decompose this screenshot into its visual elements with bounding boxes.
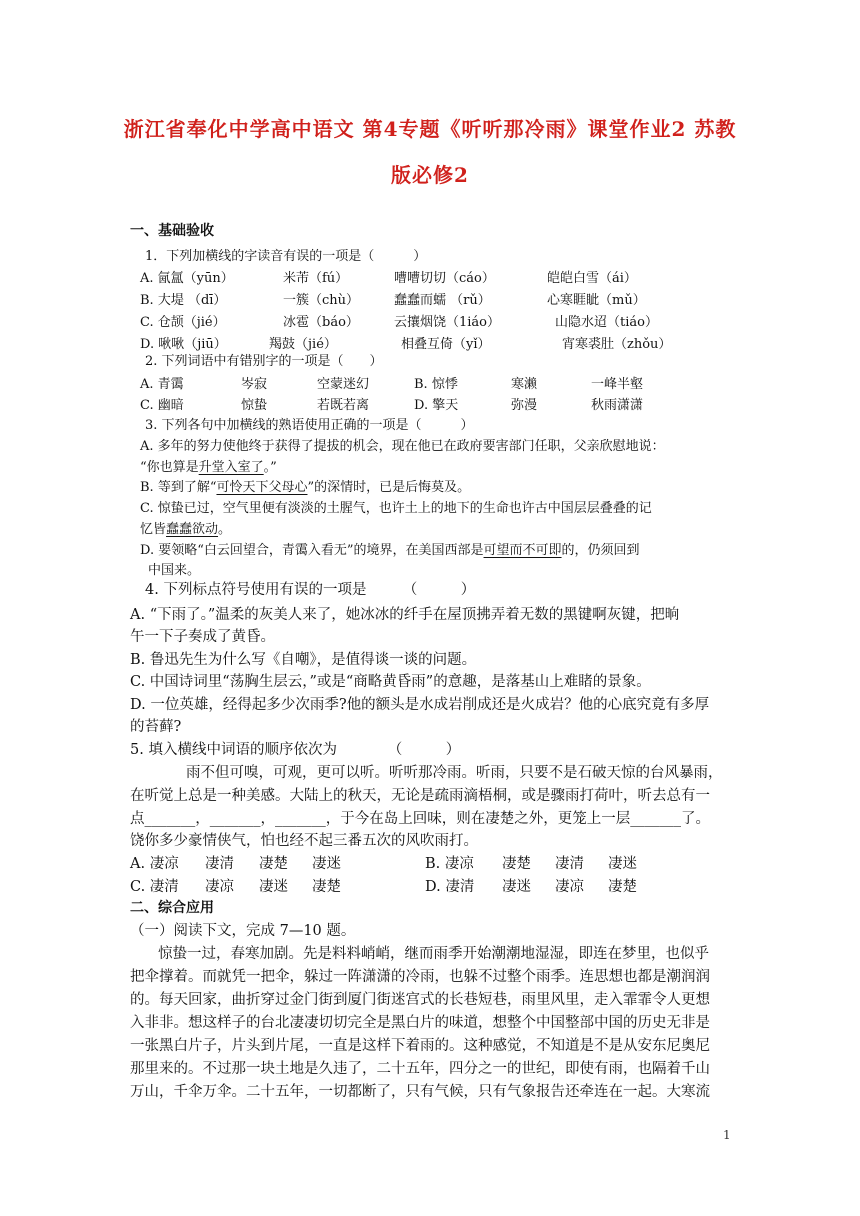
question-3-stem: 3. 下列各句中加横线的熟语使用正确的一项是（ ）	[145, 418, 474, 433]
passage-line-1: 惊蛰一过，春寒加剧。先是料料峭峭，继而雨季开始潮潮地湿湿，即连在梦里，也似乎	[158, 946, 709, 962]
question-1-stem: 1．下列加横线的字读音有误的一项是（ ）	[145, 249, 427, 264]
q1-b-1: B. 大堤 （dī）	[140, 293, 227, 308]
q1-d-3: 相叠互倚（yǐ）	[401, 337, 491, 352]
passage-line-4: 入非非。想这样子的台北凄凄切切完全是黑白片的味道，想整个中国整部中国的历史无非是	[130, 1015, 710, 1031]
q5-option-c-3: 凄迷	[259, 879, 288, 895]
q3-option-c-line1: C. 惊蛰已过，空气里便有淡淡的土腥气，也许土上的地下的生命也许古中国层层叠叠的记	[140, 501, 652, 516]
q4-option-c: C. 中国诗词里“荡胸生层云，”或是“商略黄昏雨”的意趣，是落基山上难睹的景象。	[130, 674, 651, 690]
q5-option-c-1: C. 凄清	[130, 879, 179, 895]
q5-option-c-4: 凄楚	[312, 879, 341, 895]
q5-passage-line4: 饶你多少豪情侠气，怕也经不起三番五次的风吹雨打。	[130, 833, 478, 849]
q5-option-d-1: D. 凄清	[425, 879, 475, 895]
q5-option-a-2: 凄清	[205, 856, 234, 872]
page-number: 1	[723, 1128, 731, 1142]
section-heading-application: 二、综合应用	[130, 900, 214, 916]
q5-option-b-4: 凄迷	[608, 856, 637, 872]
q2-d-1: D. 擎天	[414, 398, 459, 413]
q4-option-d-line1: D. 一位英雄，经得起多少次雨季?他的额头是水成岩削成还是火成岩？他的心底究竟有多厚	[130, 697, 710, 713]
q1-a-4: 皑皑白雪（ái）	[547, 271, 637, 286]
q2-d-2: 弥漫	[511, 398, 538, 413]
q5-option-d-4: 凄楚	[608, 879, 637, 895]
q4-option-b: B. 鲁迅先生为什么写《自嘲》，是值得谈一谈的问题。	[130, 652, 477, 668]
passage-line-5: 一张黑白片子，片头到片尾，一直是这样下着雨的。这种感觉，不知道是不是从安东尼奥尼	[130, 1038, 710, 1054]
q4-option-a-line2: 午一下子奏成了黄昏。	[130, 629, 275, 645]
q5-passage-line1: 雨不但可嗅，可观，更可以听。听听那冷雨。听雨，只要不是石破天惊的台风暴雨，	[186, 765, 723, 781]
q1-a-2: 米芾（fú）	[283, 271, 349, 286]
q5-option-b-2: 凄楚	[502, 856, 531, 872]
q5-option-d-3: 凄凉	[555, 879, 584, 895]
q1-c-3: 云攘烟饶（1iáo）	[394, 315, 501, 330]
reading-instruction: （一）阅读下文，完成 7—10 题。	[130, 923, 356, 939]
q5-option-b-1: B. 凄凉	[425, 856, 474, 872]
q2-a-3: 空蒙迷幻	[317, 377, 370, 392]
q1-c-2: 冰雹（báo）	[283, 315, 359, 330]
q5-option-c-2: 凄凉	[205, 879, 234, 895]
passage-line-2: 把伞撑着。而就凭一把伞，躲过一阵潇潇的冷雨，也躲不过整个雨季。连思想也都是潮润润	[130, 969, 710, 985]
question-2-stem: 2. 下列词语中有错别字的一项是（ ）	[145, 354, 383, 369]
q3-a-idiom: 升堂入室了	[198, 460, 264, 475]
q2-c-2: 惊蛰	[241, 398, 268, 413]
document-title-line1: 浙江省奉化中学高中语文 第4专题《听听那冷雨》课堂作业2 苏教	[123, 117, 737, 141]
q1-a-3: 嘈嘈切切（cáo）	[394, 271, 495, 286]
q4-option-a-line1: A. “下雨了。”温柔的灰美人来了，她冰冰的纤手在屋顶拂弄着无数的黑键啊灰键，把晌	[130, 607, 680, 623]
q1-d-2: 羯鼓（jié）	[269, 337, 337, 352]
q1-c-1: C. 仓颉（jié）	[140, 315, 226, 330]
q2-b-1: B. 惊悸	[414, 377, 458, 392]
passage-line-6: 那里来的。不过那一块土地是久违了，二十五年，四分之一的世纪，即使有雨，也隔着千山	[130, 1061, 710, 1077]
q3-c-idiom: 蠢蠢欲动	[166, 522, 219, 537]
q5-passage-line2: 在听觉上总是一种美感。大陆上的秋天，无论是疏雨滴梧桐，或是骤雨打荷叶，听去总有一	[130, 788, 710, 804]
q1-d-1: D. 啾啾（jiū）	[140, 337, 227, 352]
q3-option-a-line1: A. 多年的努力使他终于获得了提拔的机会，现在他已在政府要害部门任职，父亲欣慰地说：	[140, 439, 665, 454]
passage-line-3: 的。每天回家，曲折穿过金门街到厦门街迷宫式的长巷短巷，雨里风里，走入霏霏令人更想	[130, 992, 710, 1008]
q2-a-1: A. 青霭	[140, 377, 184, 392]
q3-option-d-line2: 中国来。	[148, 563, 201, 578]
passage-line-7: 万山，千伞万伞。二十五年，一切都断了，只有气候，只有气象报告还牵连在一起。大寒流	[130, 1084, 710, 1100]
q5-option-d-2: 凄迷	[502, 879, 531, 895]
q3-b-idiom: 可怜天下父母心	[216, 480, 308, 495]
q3-d-idiom: 可望而不可即	[483, 543, 562, 558]
q5-option-a-4: 凄迷	[312, 856, 341, 872]
q5-option-a-3: 凄楚	[259, 856, 288, 872]
q2-a-2: 岑寂	[241, 377, 268, 392]
q3-option-c-line2: 忆皆蠢蠢欲动。	[140, 522, 232, 537]
q3-option-b: B. 等到了解“可怜天下父母心”的深情时，已是后悔莫及。	[140, 480, 471, 495]
question-5-stem: 5. 填入横线中词语的顺序依次为 （ ）	[130, 742, 461, 758]
q1-a-1: A. 氤氲（yūn）	[140, 271, 234, 286]
q2-d-3: 秋雨潇潇	[591, 398, 644, 413]
q3-option-a-line2: “你也算是升堂入室了。”	[140, 460, 277, 475]
q5-option-a-1: A. 凄凉	[130, 856, 179, 872]
q1-b-2: 一簇（chù）	[283, 293, 360, 308]
q4-option-d-line2: 的苔藓?	[130, 719, 182, 735]
q3-option-d-line1: D. 要领略“白云回望合，青霭入看无”的境界，在美国西部是可望而不可即的，仍须回到	[140, 543, 640, 558]
q2-b-3: 一峰半壑	[591, 377, 644, 392]
q1-b-3: 蠢蠢而蠕 （rǔ）	[394, 293, 491, 308]
q1-c-4: 山隐水迢（tiáo）	[555, 315, 658, 330]
section-heading-basic: 一、基础验收	[130, 223, 214, 239]
document-title-line2: 版必修2	[391, 163, 469, 187]
q5-passage-line3: 点_______，_______，_______，于今在岛上回味，则在凄楚之外，更笼上一层_______了。	[130, 811, 710, 827]
q2-c-1: C. 幽暗	[140, 398, 184, 413]
q2-c-3: 若既若离	[317, 398, 370, 413]
q1-d-4: 宵寒裘肚（zhǒu）	[562, 337, 672, 352]
q5-option-b-3: 凄清	[555, 856, 584, 872]
q2-b-2: 寒濑	[511, 377, 538, 392]
q1-b-4: 心寒睚眦（mǔ）	[547, 293, 646, 308]
question-4-stem: 4. 下列标点符号使用有误的一项是 （ ）	[145, 582, 476, 598]
